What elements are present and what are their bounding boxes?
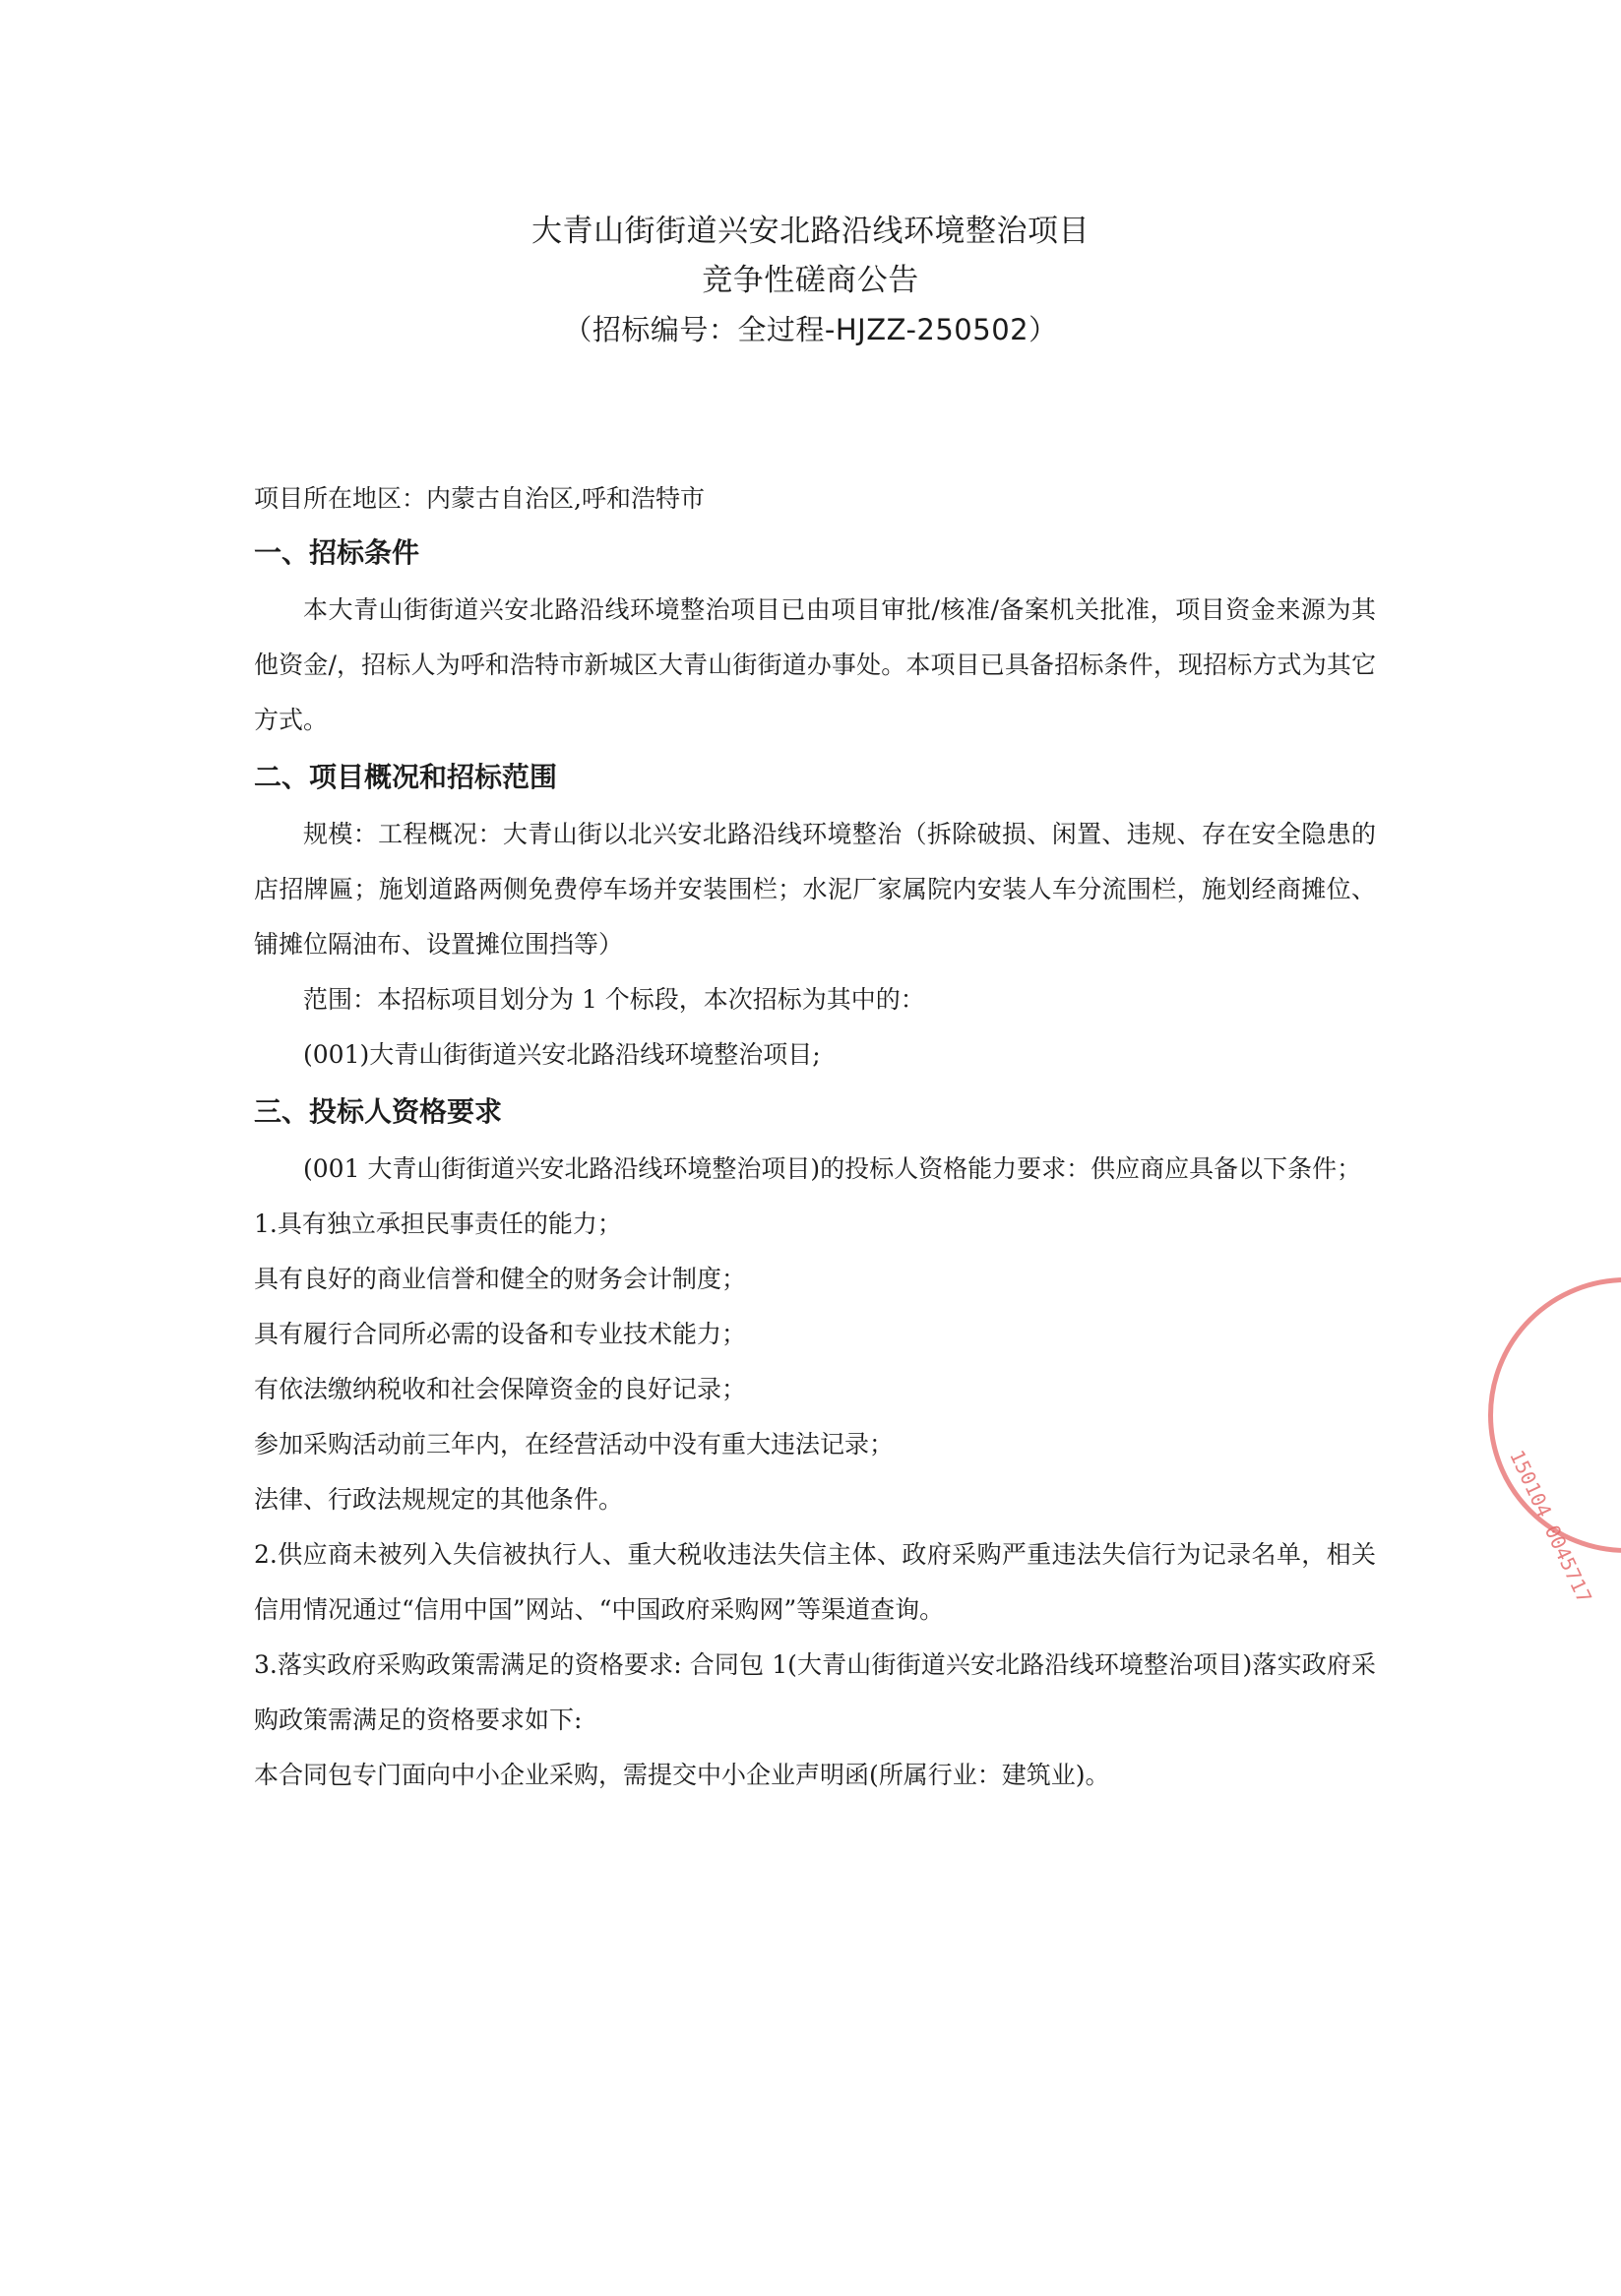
requirement-2: 2.供应商未被列入失信被执行人、重大税收违法失信主体、政府采购严重违法失信行为记录名单，相关信用情况通过“信用中国”网站、“中国政府采购网”等渠道查询。 bbox=[254, 1540, 1376, 1624]
announcement-title: 竞争性磋商公告 bbox=[702, 263, 919, 298]
section-heading-tender-conditions: 一、招标条件 bbox=[254, 536, 420, 569]
document-body bbox=[254, 474, 1376, 1803]
requirement-1: 1.具有独立承担民事责任的能力； bbox=[254, 1210, 622, 1238]
requirement-3-detail: 本合同包专门面向中小企业采购，需提交中小企业声明函(所属行业：建筑业)。 bbox=[254, 1761, 1110, 1789]
requirement-3: 3.落实政府采购政策需满足的资格要求: 合同包 1(大青山街街道兴安北路沿线环境整治项目)落实政府采购政策需满足的资格要求如下: bbox=[254, 1650, 1376, 1734]
project-range-paragraph: 范围：本招标项目划分为 1 个标段，本次招标为其中的： bbox=[303, 985, 925, 1014]
title-block bbox=[0, 207, 1621, 354]
project-scale-paragraph: 规模：工程概况：大青山街以北兴安北路沿线环境整治（拆除破损、闲置、违规、存在安全隐患的店招牌匾；施划道路两侧免费停车场并安装围栏；水泥厂家属院内安装人车分流围栏，施划经商摊位、铺摊位隔油布、设置摊位围挡等） bbox=[254, 820, 1376, 959]
project-location: 项目所在地区：内蒙古自治区,呼和浩特市 bbox=[254, 484, 705, 513]
requirement-item: 法律、行政法规规定的其他条件。 bbox=[254, 1485, 624, 1514]
requirement-item: 有依法缴纳税收和社会保障资金的良好记录； bbox=[254, 1375, 747, 1403]
tender-number: （招标编号：全过程-HJZZ-250502） bbox=[563, 313, 1058, 346]
requirement-item: 参加采购活动前三年内，在经营活动中没有重大违法记录； bbox=[254, 1430, 895, 1458]
section-heading-bidder-qualifications: 三、投标人资格要求 bbox=[254, 1095, 503, 1128]
requirement-item: 具有良好的商业信誉和健全的财务会计制度； bbox=[254, 1265, 747, 1293]
requirement-item: 具有履行合同所必需的设备和专业技术能力； bbox=[254, 1320, 747, 1348]
section-heading-project-overview: 二、项目概况和招标范围 bbox=[254, 761, 558, 793]
official-seal-number: 150104 0045717 bbox=[1505, 1446, 1597, 1607]
project-lot-paragraph: (001)大青山街街道兴安北路沿线环境整治项目; bbox=[303, 1040, 821, 1069]
tender-conditions-paragraph: 本大青山街街道兴安北路沿线环境整治项目已由项目审批/核准/备案机关批准，项目资金来源为其他资金/，招标人为呼和浩特市新城区大青山街街道办事处。本项目已具备招标条件，现招标方式为其它方式。 bbox=[254, 595, 1376, 734]
qualification-intro-paragraph: (001 大青山街街道兴安北路沿线环境整治项目)的投标人资格能力要求：供应商应具备以下条件； bbox=[303, 1154, 1362, 1183]
project-title: 大青山街街道兴安北路沿线环境整治项目 bbox=[531, 214, 1090, 249]
